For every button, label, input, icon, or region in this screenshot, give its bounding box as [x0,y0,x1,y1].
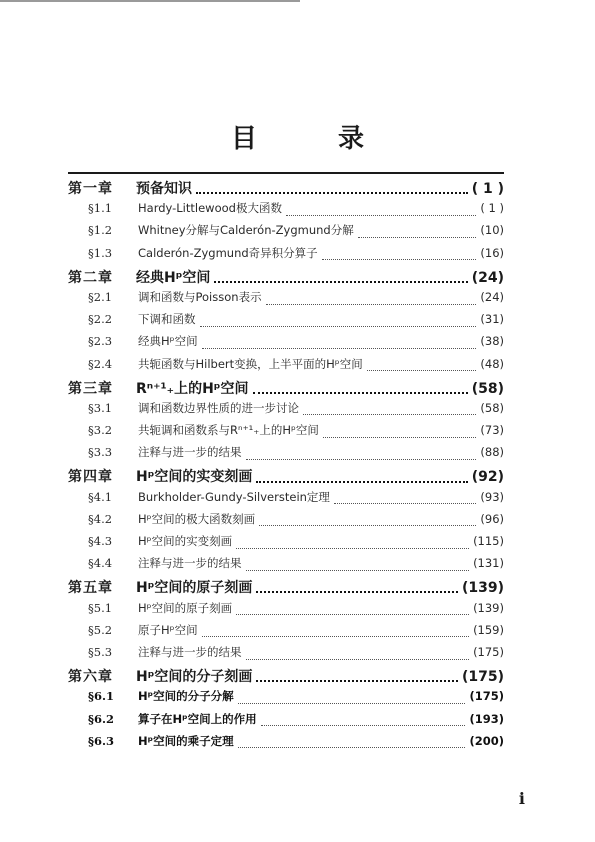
section-number: §1.1 [88,201,113,216]
page-reference: (175) [473,644,504,659]
page-title: 目 录 [230,124,401,154]
section-number: §2.3 [88,334,113,349]
toc-section-row [68,311,504,333]
toc-section-row [68,489,504,511]
dot-leader [256,481,467,483]
page-reference: (16) [480,245,504,260]
page-reference: ( 1 ) [480,201,504,216]
section-number: §2.2 [88,312,113,327]
dot-leader [202,348,477,349]
page-reference: (31) [480,312,504,327]
section-number: §4.2 [88,511,113,526]
chapter-number: 第五章 [68,580,113,597]
page-reference: (159) [473,622,504,637]
page-reference: (139) [461,580,504,597]
page-reference: (175) [461,669,504,686]
section-title: Hᵖ空间的原子刻画 [138,600,233,615]
toc-chapter-row [68,378,504,400]
toc-section-row [68,200,504,222]
dot-leader [358,237,477,238]
section-title: 下调和函数 [138,312,196,327]
dot-leader [303,414,476,415]
page-reference: ( 1 ) [471,181,504,197]
toc-section-row [68,422,504,444]
page-reference: (115) [473,534,504,548]
page-reference: (175) [469,689,504,704]
section-title: 注释与进一步的结果 [138,556,242,571]
toc-section-row [68,555,504,577]
chapter-title: 预备知识 [136,181,192,197]
dot-leader [214,281,467,283]
section-number: §1.2 [88,223,113,238]
page-reference: (38) [480,334,504,349]
chapter-title: Hᵖ空间的原子刻画 [136,580,253,597]
page-reference: (96) [480,511,504,526]
dot-leader [246,459,477,460]
section-number: §2.4 [88,356,113,371]
section-title: 调和函数边界性质的进一步讨论 [138,400,299,415]
dot-leader [334,503,476,504]
chapter-title: 经典Hᵖ空间 [136,269,211,286]
section-number: §3.3 [88,445,113,460]
chapter-number: 第六章 [68,669,113,686]
page-reference: (193) [469,711,504,726]
dot-leader [200,326,477,327]
section-title: Hᵖ空间的实变刻画 [138,534,233,548]
dot-leader [367,370,477,371]
section-number: §5.1 [88,600,113,615]
section-title: 共轭函数与Hilbert变换，上半平面的Hᵖ空间 [138,356,363,371]
dot-leader [261,725,466,726]
toc-section-row [68,400,504,422]
dot-leader [253,392,468,394]
dot-leader [246,570,470,571]
section-number: §6.3 [88,733,115,748]
chapter-number: 第三章 [68,380,113,397]
section-title: 原子Hᵖ空间 [138,622,198,637]
dot-leader [266,304,477,305]
page-reference: (48) [480,356,504,371]
toc-section-row [68,333,504,355]
section-number: §3.1 [88,400,113,415]
section-title: Calderón-Zygmund奇异积分算子 [138,245,318,260]
toc-chapter-row [68,577,504,599]
section-number: §2.1 [88,289,113,304]
toc-section-row [68,711,504,733]
toc-section-row [68,289,504,311]
dot-leader [323,437,476,438]
section-number: §3.2 [88,423,113,438]
toc-chapter-row [68,466,504,488]
toc-section-row [68,644,504,666]
page-reference: (200) [469,733,504,748]
section-title: Hᵖ空间的分子分解 [138,689,234,704]
dot-leader [259,525,476,526]
section-title: 共轭调和函数系与Rⁿ⁺¹₊上的Hᵖ空间 [138,423,319,438]
section-title: Hᵖ空间的乘子定理 [138,733,234,748]
toc-section-row [68,222,504,244]
chapter-number: 第二章 [68,269,113,286]
chapter-number: 第四章 [68,469,113,486]
section-title: 注释与进一步的结果 [138,445,242,460]
chapter-title: Hᵖ空间的实变刻画 [136,469,253,486]
dot-leader [238,703,466,704]
section-title: 注释与进一步的结果 [138,644,242,659]
toc-section-row [68,600,504,622]
toc-rule [68,172,504,174]
chapter-title: Rⁿ⁺¹₊上的Hᵖ空间 [136,380,249,397]
dot-leader [286,215,476,216]
dot-leader [322,259,477,260]
toc-section-row [68,688,504,710]
dot-leader [256,680,458,682]
page-reference: (10) [480,223,504,238]
toc-section-row [68,511,504,533]
dot-leader [196,192,468,194]
toc-section-row [68,444,504,466]
page-reference: (92) [471,469,504,486]
section-title: Hᵖ空间的极大函数刻画 [138,511,256,526]
toc-section-row [68,733,504,755]
section-title: Whitney分解与Calderón-Zygmund分解 [138,223,354,238]
toc-section-row [68,356,504,378]
page-reference: (131) [473,556,504,571]
toc-chapter-row [68,267,504,289]
page-reference: (58) [480,400,504,415]
page-reference: (58) [471,380,504,397]
page-reference: (73) [480,423,504,438]
section-number: §5.2 [88,622,113,637]
section-title: 调和函数与Poisson表示 [138,289,262,304]
toc-section-row [68,533,504,555]
toc-section-row [68,622,504,644]
dot-leader [256,591,458,593]
dot-leader [202,636,469,637]
toc-chapter-row [68,666,504,688]
page-reference: (88) [480,445,504,460]
toc-section-row [68,245,504,267]
section-number: §4.4 [88,556,113,571]
section-title: 经典Hᵖ空间 [138,334,198,349]
section-number: §4.3 [88,534,113,548]
chapter-title: Hᵖ空间的分子刻画 [136,669,253,686]
section-number: §1.3 [88,245,113,260]
dot-leader [236,614,469,615]
page-reference: (24) [471,269,504,286]
section-number: §4.1 [88,489,113,504]
chapter-number: 第一章 [68,181,113,197]
section-number: §5.3 [88,644,113,659]
page-reference: (93) [480,489,504,504]
section-title: 算子在Hᵖ空间上的作用 [138,711,257,726]
dot-leader [236,548,469,549]
table-of-contents [68,178,504,755]
section-title: Burkholder-Gundy-Silverstein定理 [138,489,330,504]
top-rule [0,0,300,2]
page-reference: (24) [480,289,504,304]
section-title: Hardy-Littlewood极大函数 [138,201,282,216]
section-number: §6.1 [88,689,115,704]
toc-chapter-row [68,178,504,200]
page-number: i [518,789,525,808]
dot-leader [246,659,470,660]
page-reference: (139) [473,600,504,615]
dot-leader [238,747,466,748]
section-number: §6.2 [88,711,115,726]
